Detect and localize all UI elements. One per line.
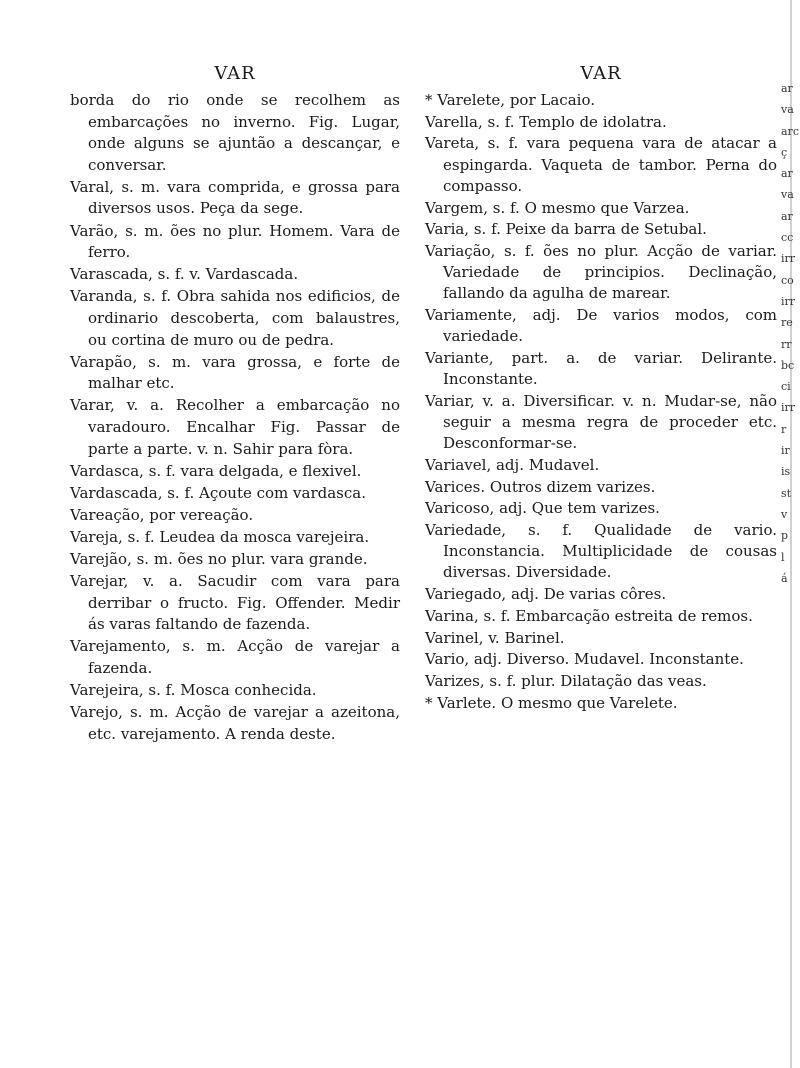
right-entries [425,90,777,714]
edge-fragment: cc [781,231,794,245]
dictionary-entry: Variegado, adj. De varias côres. [425,585,667,604]
dictionary-entry: Varia, s. f. Peixe da barra de Setubal. [425,220,707,239]
edge-fragment: l [781,550,785,564]
dictionary-entry: Varão, s. m. ões no plur. Homem. Vara de ferro. [70,221,400,262]
dictionary-entry: Vargem, s. f. O mesmo que Varzea. [425,198,690,217]
dictionary-entry: Vareja, s. f. Leudea da mosca varejeira. [70,527,370,546]
edge-fragment: ar [781,82,793,95]
edge-fragment: irr [781,401,796,415]
edge-fragment: ç [781,145,788,159]
edge-fragment: ci [781,380,791,394]
dictionary-entry: Varices. Outros dizem varizes. [425,477,656,496]
edge-fragment: ar [781,167,793,181]
dictionary-entry: Varina, s. f. Embarcação estreita de remos. [425,606,753,625]
dictionary-entry: Variavel, adj. Mudavel. [425,455,600,474]
left-entries [70,90,400,745]
edge-fragment: á [781,571,788,585]
dictionary-entry: Varejeira, s. f. Mosca conhecida. [70,681,317,700]
edge-fragment: r [781,422,787,436]
dictionary-entry: Varejar, v. a. Sacudir com vara para derribar o fructo. Fig. Offender. Medir ás varas faltando de fazenda. [70,572,400,634]
edge-fragment: p [781,529,789,543]
dictionary-entry: Varascada, s. f. v. Vardascada. [70,265,299,284]
edge-fragment: bc [781,358,795,372]
edge-fragment: va [781,188,794,202]
edge-fragment: arc [781,124,799,138]
edge-fragment: re [781,316,793,330]
dictionary-entry: Variedade, s. f. Qualidade de vario. Inconstancia. Multiplicidade de cousas diversas. Diversidade. [425,521,777,582]
left-column [70,62,400,746]
edge-fragment: co [781,273,794,287]
dictionary-entry: Vareta, s. f. vara pequena vara de atacar a espingarda. Vaqueta de tambor. Perna do compasso. [425,134,777,195]
dictionary-entry: Vareação, por vereação. [70,505,254,524]
dictionary-entry: Variamente, adj. De varios modos, com variedade. [425,306,777,346]
dictionary-entry: Variação, s. f. ões no plur. Acção de variar. Variedade de principios. Declinação, fallando da agulha de marear. [425,241,777,303]
edge-fragment: irr [781,294,796,308]
dictionary-entry: Varejão, s. m. ões no plur. vara grande. [70,549,368,568]
dictionary-entry: Varejo, s. m. Acção de varejar a azeitona, etc. varejamento. A renda deste. [70,703,400,743]
edge-fragment: is [781,465,791,479]
edge-fragment: v [781,507,788,521]
dictionary-entry: borda do rio onde se recolhem as embarcações no inverno. Fig. Lugar, onde alguns se ajuntão a descançar, e conversar. [70,91,400,174]
dictionary-entry: Varejamento, s. m. Acção de varejar a fazenda. [70,637,400,677]
dictionary-entry: * Varelete, por Lacaio. [425,91,595,109]
dictionary-entry: Varella, s. f. Templo de idolatra. [425,112,667,131]
edge-fragment: rr [781,337,792,351]
dictionary-entry: Varal, s. m. vara comprida, e grossa para diversos usos. Peça da sege. [70,177,400,218]
dictionary-entry: Vardasca, s. f. vara delgada, e flexivel. [70,461,362,480]
dictionary-entry: Varanda, s. f. Obra sahida nos edificios, de ordinario descoberta, com balaustres, ou cortina de muro ou de pedra. [70,287,400,349]
right-column-header: VAR [580,63,622,84]
dictionary-entry: Varizes, s. f. plur. Dilatação das veas. [425,671,707,690]
dictionary-entry: Vario, adj. Diverso. Mudavel. Inconstante. [425,650,744,669]
dictionary-entry: * Varlete. O mesmo que Varelete. [425,693,678,712]
edge-fragment: va [781,103,794,117]
edge-fragment: st [781,486,792,500]
left-column-header: VAR [214,63,256,84]
dictionary-entry: Varar, v. a. Recolher a embarcação no varadouro. Encalhar Fig. Passar de parte a parte. v. n. Sahir para fòra. [70,396,400,458]
edge-fragment: ir [781,444,790,458]
dictionary-entry: Varapão, s. m. vara grossa, e forte de malhar etc. [70,352,400,393]
edge-fragment: ar [781,209,793,223]
edge-fragment: irr [781,252,796,266]
dictionary-entry: Vardascada, s. f. Açoute com vardasca. [70,483,366,502]
right-column [425,62,777,714]
dictionary-entry: Variar, v. a. Diversificar. v. n. Mudar-se, não seguir a mesma regra de proceder etc. Desconformar-se. [425,391,777,453]
dictionary-entry: Varinel, v. Barinel. [425,628,565,647]
dictionary-entry: Variante, part. a. de variar. Delirante. Inconstante. [425,348,777,389]
adjacent-page-edge [781,78,800,718]
dictionary-entry: Varicoso, adj. Que tem varizes. [425,499,660,518]
